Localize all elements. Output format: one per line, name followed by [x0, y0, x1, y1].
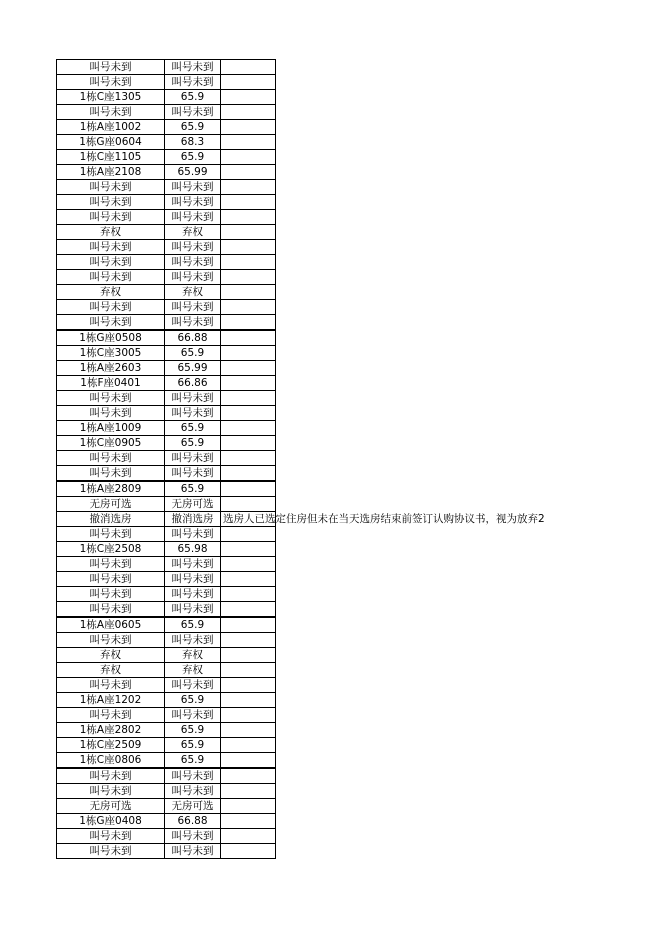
room-cell[interactable]: 叫号未到: [57, 300, 165, 315]
area-cell[interactable]: 66.88: [165, 330, 221, 346]
room-cell[interactable]: 1栋A座2809: [57, 481, 165, 497]
table-row: [57, 481, 276, 497]
table-row: [57, 135, 276, 150]
area-cell[interactable]: 叫号未到: [165, 768, 221, 784]
table-row: [57, 75, 276, 90]
note-cell[interactable]: [221, 255, 276, 270]
room-cell[interactable]: 叫号未到: [57, 527, 165, 542]
note-cell[interactable]: [221, 105, 276, 120]
area-cell[interactable]: 弃权: [165, 225, 221, 240]
note-cell[interactable]: [221, 240, 276, 255]
table-row: [57, 768, 276, 784]
note-cell[interactable]: [221, 753, 276, 769]
room-cell[interactable]: 叫号未到: [57, 557, 165, 572]
table-row: [57, 451, 276, 466]
area-cell[interactable]: 叫号未到: [165, 829, 221, 844]
note-cell[interactable]: [221, 814, 276, 829]
note-cell[interactable]: [221, 135, 276, 150]
note-cell[interactable]: [221, 421, 276, 436]
area-cell[interactable]: 叫号未到: [165, 708, 221, 723]
note-cell[interactable]: [221, 723, 276, 738]
table-row: [57, 195, 276, 210]
room-cell[interactable]: 撤消选房: [57, 512, 165, 527]
note-cell[interactable]: [221, 210, 276, 225]
area-cell[interactable]: 叫号未到: [165, 527, 221, 542]
area-cell[interactable]: 65.9: [165, 753, 221, 769]
area-cell[interactable]: 叫号未到: [165, 572, 221, 587]
note-cell[interactable]: [221, 512, 545, 527]
table-row: [57, 391, 276, 406]
note-cell[interactable]: [221, 330, 276, 346]
room-cell[interactable]: 无房可选: [57, 497, 165, 512]
area-cell[interactable]: 68.3: [165, 135, 221, 150]
note-text: 选房人已选定住房但未在当天选房结束前签订认购协议书，视为放弃2: [223, 513, 545, 525]
table-row: [57, 210, 276, 225]
note-cell[interactable]: [221, 527, 276, 542]
room-cell[interactable]: 叫号未到: [57, 105, 165, 120]
room-cell[interactable]: 1栋A座2603: [57, 361, 165, 376]
note-cell[interactable]: [221, 346, 276, 361]
table-row: [57, 90, 276, 105]
note-cell[interactable]: [221, 195, 276, 210]
note-cell[interactable]: [221, 150, 276, 165]
table-row: [57, 285, 276, 300]
table-row: [57, 497, 276, 512]
table-row: [57, 270, 276, 285]
note-cell[interactable]: [221, 602, 276, 618]
area-cell[interactable]: 65.98: [165, 542, 221, 557]
note-cell[interactable]: [221, 617, 276, 633]
table-row: [57, 678, 276, 693]
area-cell[interactable]: 叫号未到: [165, 844, 221, 859]
table-body: [57, 60, 545, 859]
table-row: [57, 165, 276, 180]
table-row: [57, 255, 276, 270]
room-cell[interactable]: 叫号未到: [57, 451, 165, 466]
room-cell[interactable]: 1栋C座2509: [57, 738, 165, 753]
table-row: [57, 648, 276, 663]
table-row: [57, 150, 276, 165]
room-cell[interactable]: 1栋A座2802: [57, 723, 165, 738]
note-cell[interactable]: [221, 406, 276, 421]
room-cell[interactable]: 1栋F座0401: [57, 376, 165, 391]
area-cell[interactable]: 叫号未到: [165, 195, 221, 210]
table-row: [57, 542, 276, 557]
note-cell[interactable]: [221, 663, 276, 678]
area-cell[interactable]: 65.9: [165, 738, 221, 753]
room-cell[interactable]: 叫号未到: [57, 633, 165, 648]
note-cell[interactable]: [221, 436, 276, 451]
table-row: [57, 799, 276, 814]
area-cell[interactable]: 叫号未到: [165, 255, 221, 270]
room-cell[interactable]: 叫号未到: [57, 784, 165, 799]
area-cell[interactable]: 叫号未到: [165, 300, 221, 315]
room-cell[interactable]: 1栋C座0905: [57, 436, 165, 451]
room-cell[interactable]: 1栋C座1305: [57, 90, 165, 105]
room-cell[interactable]: 叫号未到: [57, 60, 165, 75]
area-cell[interactable]: 叫号未到: [165, 60, 221, 75]
room-cell[interactable]: 叫号未到: [57, 180, 165, 195]
area-cell[interactable]: 65.9: [165, 150, 221, 165]
room-cell[interactable]: 叫号未到: [57, 75, 165, 90]
note-cell[interactable]: [221, 60, 276, 75]
room-cell[interactable]: 1栋A座2108: [57, 165, 165, 180]
table-row: [57, 844, 276, 859]
table-row: [57, 315, 276, 331]
table-row: [57, 602, 276, 618]
note-cell[interactable]: [221, 285, 276, 300]
area-cell[interactable]: 叫号未到: [165, 210, 221, 225]
room-cell[interactable]: 叫号未到: [57, 406, 165, 421]
table-row: [57, 527, 276, 542]
room-cell[interactable]: 1栋C座3005: [57, 346, 165, 361]
note-cell[interactable]: [221, 180, 276, 195]
area-cell[interactable]: 叫号未到: [165, 784, 221, 799]
note-cell[interactable]: [221, 784, 276, 799]
area-cell[interactable]: 66.88: [165, 814, 221, 829]
room-cell[interactable]: 叫号未到: [57, 587, 165, 602]
table-row: [57, 300, 276, 315]
table-row: [57, 512, 276, 527]
area-cell[interactable]: 65.9: [165, 723, 221, 738]
note-cell[interactable]: [221, 738, 276, 753]
table-row: [57, 829, 276, 844]
area-cell[interactable]: 65.9: [165, 617, 221, 633]
table-row: [57, 225, 276, 240]
room-cell[interactable]: 叫号未到: [57, 768, 165, 784]
room-cell[interactable]: 1栋C座1105: [57, 150, 165, 165]
table-row: [57, 466, 276, 482]
area-cell[interactable]: 无房可选: [165, 497, 221, 512]
room-cell[interactable]: 无房可选: [57, 799, 165, 814]
area-cell[interactable]: 叫号未到: [165, 602, 221, 618]
note-cell[interactable]: [221, 120, 276, 135]
table-row: [57, 361, 276, 376]
room-cell[interactable]: 弃权: [57, 663, 165, 678]
table-row: [57, 617, 276, 633]
area-cell[interactable]: 65.9: [165, 120, 221, 135]
table-row: [57, 376, 276, 391]
table-row: [57, 421, 276, 436]
area-cell[interactable]: 65.9: [165, 346, 221, 361]
table-row: [57, 587, 276, 602]
room-cell[interactable]: 叫号未到: [57, 391, 165, 406]
area-cell[interactable]: 65.9: [165, 436, 221, 451]
table-row: [57, 346, 276, 361]
area-cell[interactable]: 无房可选: [165, 799, 221, 814]
area-cell[interactable]: 弃权: [165, 285, 221, 300]
note-cell[interactable]: [221, 300, 276, 315]
area-cell[interactable]: 弃权: [165, 648, 221, 663]
room-cell[interactable]: 叫号未到: [57, 708, 165, 723]
room-cell[interactable]: 弃权: [57, 285, 165, 300]
area-cell[interactable]: 叫号未到: [165, 587, 221, 602]
table-row: [57, 105, 276, 120]
note-cell[interactable]: [221, 315, 276, 331]
room-cell[interactable]: 叫号未到: [57, 602, 165, 618]
table-row: [57, 572, 276, 587]
room-cell[interactable]: 1栋A座0605: [57, 617, 165, 633]
table-row: [57, 240, 276, 255]
area-cell[interactable]: 叫号未到: [165, 557, 221, 572]
note-cell[interactable]: [221, 497, 276, 512]
note-cell[interactable]: [221, 693, 276, 708]
table-row: [57, 814, 276, 829]
area-cell[interactable]: 65.9: [165, 481, 221, 497]
note-cell[interactable]: [221, 542, 276, 557]
note-cell[interactable]: [221, 75, 276, 90]
table-row: [57, 708, 276, 723]
note-cell[interactable]: [221, 466, 276, 482]
table-row: [57, 180, 276, 195]
table-row: [57, 557, 276, 572]
area-cell[interactable]: 叫号未到: [165, 75, 221, 90]
note-cell[interactable]: [221, 557, 276, 572]
room-cell[interactable]: 1栋C座2508: [57, 542, 165, 557]
table-row: [57, 633, 276, 648]
table-row: [57, 436, 276, 451]
room-cell[interactable]: 叫号未到: [57, 240, 165, 255]
room-cell[interactable]: 叫号未到: [57, 195, 165, 210]
note-cell[interactable]: [221, 451, 276, 466]
room-cell[interactable]: 叫号未到: [57, 210, 165, 225]
note-cell[interactable]: [221, 768, 276, 784]
room-cell[interactable]: 1栋A座1202: [57, 693, 165, 708]
area-cell[interactable]: 65.9: [165, 421, 221, 436]
room-cell[interactable]: 叫号未到: [57, 315, 165, 331]
note-cell[interactable]: [221, 225, 276, 240]
area-cell[interactable]: 66.86: [165, 376, 221, 391]
note-cell[interactable]: [221, 648, 276, 663]
note-cell[interactable]: [221, 165, 276, 180]
room-cell[interactable]: 1栋A座1002: [57, 120, 165, 135]
note-cell[interactable]: [221, 572, 276, 587]
area-cell[interactable]: 叫号未到: [165, 633, 221, 648]
table-row: [57, 330, 276, 346]
note-cell[interactable]: [221, 481, 276, 497]
note-cell[interactable]: [221, 361, 276, 376]
spreadsheet-sheet: [56, 59, 662, 859]
table-row: [57, 406, 276, 421]
allocation-table: [56, 59, 545, 859]
note-cell[interactable]: [221, 829, 276, 844]
area-cell[interactable]: 叫号未到: [165, 451, 221, 466]
area-cell[interactable]: 叫号未到: [165, 105, 221, 120]
note-cell[interactable]: [221, 844, 276, 859]
room-cell[interactable]: 叫号未到: [57, 829, 165, 844]
area-cell[interactable]: 叫号未到: [165, 270, 221, 285]
note-cell[interactable]: [221, 633, 276, 648]
area-cell[interactable]: 65.99: [165, 165, 221, 180]
area-cell[interactable]: 65.99: [165, 361, 221, 376]
room-cell[interactable]: 1栋G座0508: [57, 330, 165, 346]
note-cell[interactable]: [221, 587, 276, 602]
area-cell[interactable]: 叫号未到: [165, 406, 221, 421]
note-cell[interactable]: [221, 270, 276, 285]
table-row: [57, 663, 276, 678]
area-cell[interactable]: 撤消选房: [165, 512, 221, 527]
area-cell[interactable]: 弃权: [165, 663, 221, 678]
table-row: [57, 753, 276, 769]
area-cell[interactable]: 叫号未到: [165, 391, 221, 406]
room-cell[interactable]: 叫号未到: [57, 572, 165, 587]
room-cell[interactable]: 1栋C座0806: [57, 753, 165, 769]
table-row: [57, 738, 276, 753]
area-cell[interactable]: 叫号未到: [165, 678, 221, 693]
note-cell[interactable]: [221, 376, 276, 391]
area-cell[interactable]: 叫号未到: [165, 240, 221, 255]
area-cell[interactable]: 叫号未到: [165, 466, 221, 482]
table-row: [57, 693, 276, 708]
area-cell[interactable]: 叫号未到: [165, 180, 221, 195]
room-cell[interactable]: 叫号未到: [57, 678, 165, 693]
area-cell[interactable]: 叫号未到: [165, 315, 221, 331]
table-row: [57, 723, 276, 738]
note-cell[interactable]: [221, 391, 276, 406]
room-cell[interactable]: 1栋A座1009: [57, 421, 165, 436]
room-cell[interactable]: 叫号未到: [57, 844, 165, 859]
note-cell[interactable]: [221, 799, 276, 814]
table-row: [57, 60, 276, 75]
room-cell[interactable]: 弃权: [57, 648, 165, 663]
table-row: [57, 120, 276, 135]
room-cell[interactable]: 叫号未到: [57, 466, 165, 482]
note-cell[interactable]: [221, 678, 276, 693]
room-cell[interactable]: 弃权: [57, 225, 165, 240]
room-cell[interactable]: 叫号未到: [57, 255, 165, 270]
room-cell[interactable]: 1栋G座0408: [57, 814, 165, 829]
note-cell[interactable]: [221, 708, 276, 723]
room-cell[interactable]: 1栋G座0604: [57, 135, 165, 150]
area-cell[interactable]: 65.9: [165, 693, 221, 708]
room-cell[interactable]: 叫号未到: [57, 270, 165, 285]
note-cell[interactable]: [221, 90, 276, 105]
table-row: [57, 784, 276, 799]
area-cell[interactable]: 65.9: [165, 90, 221, 105]
